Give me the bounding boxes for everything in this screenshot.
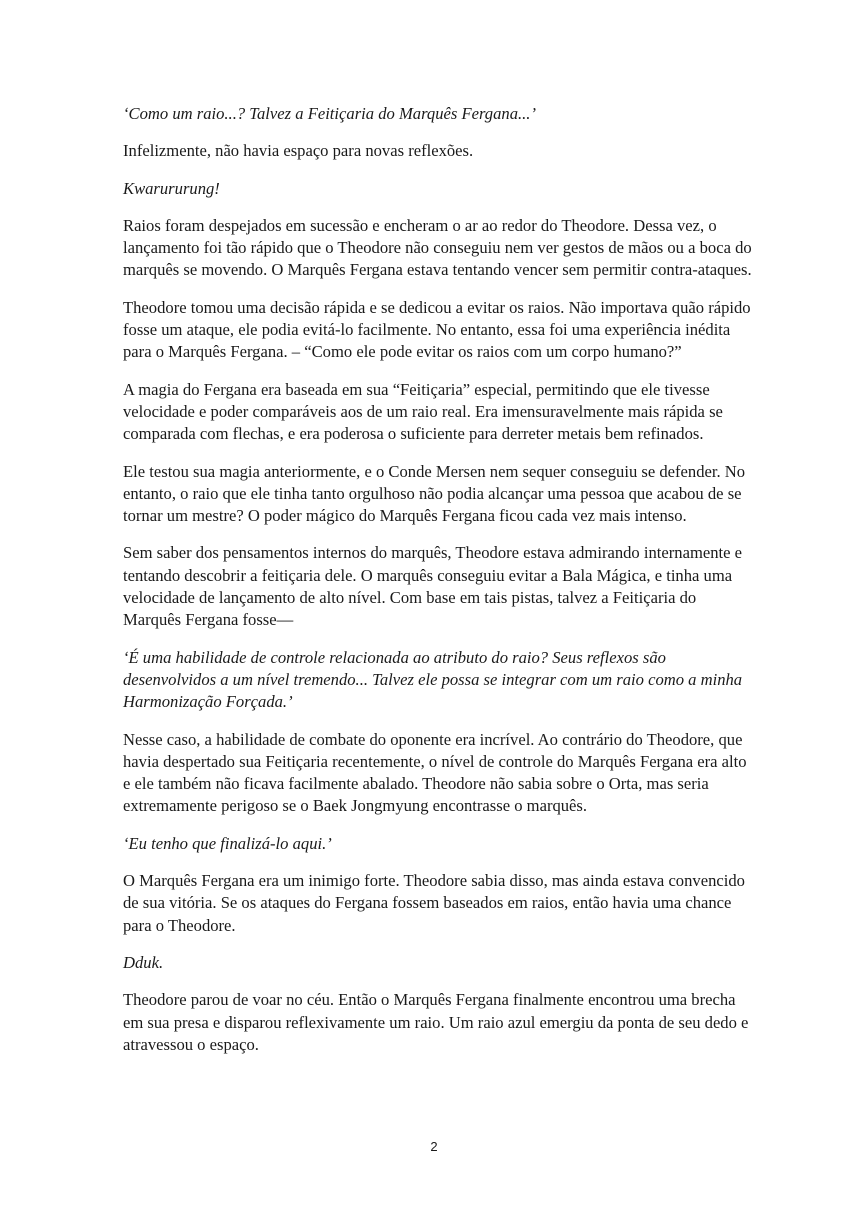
paragraph: Nesse caso, a habilidade de combate do oponente era incrível. Ao contrário do Theodore, que havia despertado sua Feitiçaria recentemente, o nível de controle do Marquês Fergana era alto e ele também não ficava facilmente abalado. Theodore não sabia sobre o Orta, mas seria extremamente perigoso se o Baek Jongmyung encontrasse o marquês. — [123, 729, 747, 816]
paragraph: Raios foram despejados em sucessão e encheram o ar ao redor do Theodore. Dessa vez, o lançamento foi tão rápido que o Theodore não conseguiu nem ver gestos de mãos ou a boca do marquês se movendo. O Marquês Fergana estava tentando vencer sem permitir contra-ataques. — [123, 215, 752, 280]
paragraph: ‘Como um raio...? Talvez a Feitiçaria do Marquês Fergana...’ — [123, 104, 536, 123]
paragraph: ‘Eu tenho que finalizá-lo aqui.’ — [123, 833, 332, 853]
page-number: 2 — [430, 1139, 438, 1154]
paragraph: Infelizmente, não havia espaço para novas reflexões. — [123, 141, 474, 161]
paragraph: Sem saber dos pensamentos internos do marquês, Theodore estava admirando internamente e tentando descobrir a feitiçaria dele. O marquês conseguiu evitar a Bala Mágica, e tinha uma velocidade de lançamento de alto nível. Com base em tais pistas, talvez a Feitiçaria do Marquês Fergana fosse— — [123, 543, 743, 630]
paragraph: Dduk. — [123, 952, 164, 972]
paragraph: A magia do Fergana era baseada em sua “Feitiçaria” especial, permitindo que ele tivesse velocidade e poder comparáveis aos de um raio real. Era imensuravelmente mais rápida se comparada com flechas, e era poderosa o suficiente para derreter metais bem refinados. — [123, 379, 723, 444]
paragraph: Theodore parou de voar no céu. Então o Marquês Fergana finalmente encontrou uma brecha em sua presa e disparou reflexivamente um raio. Um raio azul emergiu da ponta de seu dedo e atravessou o espaço. — [123, 990, 749, 1054]
document-page — [123, 103, 755, 1071]
paragraph: Kwarururung! — [123, 178, 220, 198]
paragraph: Ele testou sua magia anteriormente, e o Conde Mersen nem sequer conseguiu se defender. No entanto, o raio que ele tinha tanto orgulhoso não podia alcançar uma pessoa que acabou de se tornar um mestre? O poder mágico do Marquês Fergana ficou cada vez mais intenso. — [123, 461, 746, 526]
paragraph: ‘É uma habilidade de controle relacionada ao atributo do raio? Seus reflexos são desenvolvidos a um nível tremendo... Talvez ele possa se integrar com um raio como a minha Harmonização Forçada.’ — [123, 647, 743, 712]
paragraph: Theodore tomou uma decisão rápida e se dedicou a evitar os raios. Não importava quão rápido fosse um ataque, ele podia evitá-lo facilmente. No entanto, essa foi uma experiência inédita para o Marquês Fergana. – “Como ele pode evitar os raios com um corpo humano?” — [123, 297, 751, 362]
paragraph: O Marquês Fergana era um inimigo forte. Theodore sabia disso, mas ainda estava convencido de sua vitória. Se os ataques do Fergana fossem baseados em raios, então havia uma chance para o Theodore. — [123, 871, 745, 935]
